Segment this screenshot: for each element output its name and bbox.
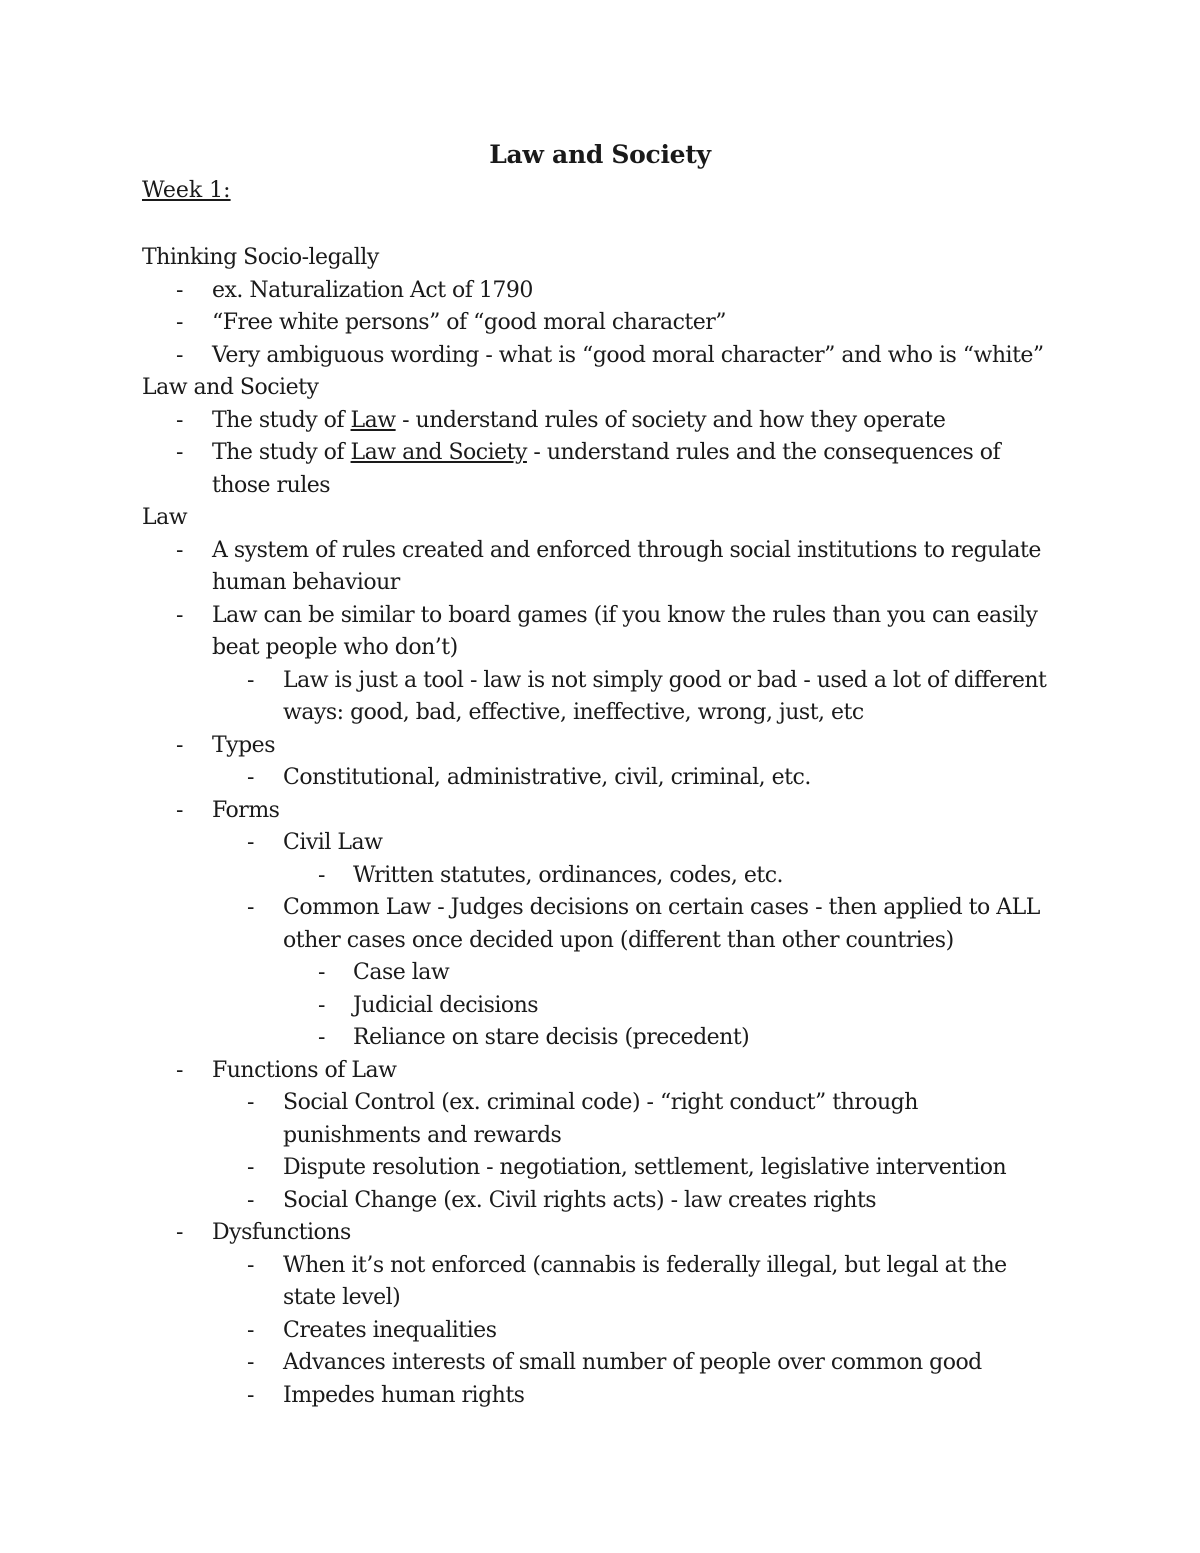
line-text <box>212 405 945 438</box>
line-text: human behaviour <box>212 570 400 595</box>
line-text: beat people who don’t) <box>212 635 458 660</box>
line-text: Written statutes, ordinances, codes, etc. <box>353 862 784 888</box>
line-text: ex. Naturalization Act of 1790 <box>212 277 533 303</box>
line-text-prefix: The study of <box>212 407 351 433</box>
line-text-suffix: - understand rules and the consequences of <box>526 440 1001 465</box>
line-text: Creates inequalities <box>283 1317 497 1343</box>
bullet-dash: - <box>318 1025 325 1050</box>
section-heading <box>0 502 1200 535</box>
line-text: Very ambiguous wording - what is “good moral character” and who is “white” <box>212 342 1044 368</box>
bullet-dash: - <box>247 830 254 855</box>
line-text: A system of rules created and enforced through social institutions to regulate <box>212 537 1041 563</box>
bullet-line <box>0 925 1200 958</box>
line-text: Constitutional, administrative, civil, criminal, etc. <box>283 765 811 790</box>
line-text: Thinking Socio-legally <box>142 245 379 270</box>
line-text: Social Control (ex. criminal code) - “right conduct” through <box>283 1090 918 1115</box>
bullet-dash: - <box>176 310 183 335</box>
bullet-dash: - <box>176 537 183 563</box>
notes-list <box>0 242 1200 1412</box>
document-title: Law and Society <box>489 140 711 169</box>
bullet-dash: - <box>247 895 254 920</box>
bullet-dash: - <box>176 440 183 465</box>
line-text: Dysfunctions <box>212 1220 351 1245</box>
line-text: Civil Law <box>283 830 383 855</box>
bullet-line <box>0 795 1200 828</box>
line-text: Common Law - Judges decisions on certain cases - then applied to ALL <box>283 895 1040 920</box>
bullet-line <box>0 1185 1200 1218</box>
section-heading <box>0 372 1200 405</box>
bullet-dash: - <box>318 960 325 985</box>
bullet-line <box>0 990 1200 1023</box>
bullet-line <box>0 470 1200 503</box>
bullet-dash: - <box>247 1317 254 1343</box>
line-text: Law <box>142 505 188 530</box>
bullet-dash: - <box>318 992 325 1018</box>
bullet-dash: - <box>176 342 183 368</box>
bullet-dash: - <box>247 1350 254 1375</box>
bullet-line <box>0 697 1200 730</box>
bullet-line <box>0 1152 1200 1185</box>
line-text-prefix: The study of <box>212 440 351 465</box>
line-text: punishments and rewards <box>283 1122 562 1148</box>
bullet-line <box>0 340 1200 373</box>
bullet-dash: - <box>176 1057 183 1083</box>
bullet-line <box>0 600 1200 633</box>
bullet-line <box>0 827 1200 860</box>
bullet-line <box>0 1250 1200 1283</box>
bullet-line <box>0 730 1200 763</box>
bullet-dash: - <box>176 407 183 433</box>
bullet-line <box>0 892 1200 925</box>
line-text: Impedes human rights <box>283 1382 525 1408</box>
line-text: state level) <box>283 1285 401 1310</box>
bullet-line <box>0 860 1200 893</box>
bullet-line <box>0 1282 1200 1315</box>
line-text: Dispute resolution - negotiation, settlement, legislative intervention <box>283 1155 1007 1180</box>
line-text-suffix: - understand rules of society and how they operate <box>395 407 946 433</box>
bullet-line <box>0 535 1200 568</box>
bullet-dash: - <box>247 1090 254 1115</box>
bullet-line <box>0 1380 1200 1413</box>
line-text: Social Change (ex. Civil rights acts) - law creates rights <box>283 1187 877 1213</box>
bullet-line <box>0 1120 1200 1153</box>
bullet-line <box>0 1087 1200 1120</box>
bullet-line <box>0 307 1200 340</box>
bullet-dash: - <box>247 1382 254 1408</box>
bullet-dash: - <box>247 1252 254 1278</box>
line-text: Law and Society <box>142 375 319 400</box>
bullet-line <box>0 1315 1200 1348</box>
bullet-dash: - <box>318 862 325 888</box>
line-text <box>212 437 1000 470</box>
bullet-line <box>0 437 1200 470</box>
line-text: Law can be similar to board games (if you know the rules than you can easily <box>212 602 1038 628</box>
underlined-term: Law and Society <box>350 440 527 465</box>
line-text: Functions of Law <box>212 1057 397 1083</box>
bullet-dash: - <box>176 1220 183 1245</box>
line-text: other cases once decided upon (different than other countries) <box>283 927 954 953</box>
bullet-line <box>0 1217 1200 1250</box>
bullet-line <box>0 632 1200 665</box>
line-text: Advances interests of small number of people over common good <box>283 1350 982 1375</box>
line-text: Reliance on stare decisis (precedent) <box>353 1025 750 1050</box>
week-heading: Week 1: <box>142 178 231 203</box>
bullet-line <box>0 762 1200 795</box>
line-text: ways: good, bad, effective, ineffective, wrong, just, etc <box>283 700 864 725</box>
line-text: Forms <box>212 797 280 823</box>
bullet-line <box>0 1347 1200 1380</box>
bullet-line <box>0 957 1200 990</box>
bullet-line <box>0 275 1200 308</box>
line-text: Judicial decisions <box>353 992 539 1018</box>
bullet-dash: - <box>247 667 254 693</box>
bullet-dash: - <box>247 765 254 790</box>
bullet-dash: - <box>176 277 183 303</box>
underlined-term: Law <box>350 407 396 433</box>
bullet-dash: - <box>247 1187 254 1213</box>
line-text: “Free white persons” of “good moral character” <box>212 310 727 335</box>
line-text: Law is just a tool - law is not simply good or bad - used a lot of different <box>283 667 1047 693</box>
line-text: Types <box>212 732 275 758</box>
bullet-dash: - <box>176 602 183 628</box>
bullet-line <box>0 1022 1200 1055</box>
bullet-line <box>0 567 1200 600</box>
bullet-line <box>0 405 1200 438</box>
bullet-line <box>0 1055 1200 1088</box>
line-text: those rules <box>212 472 331 498</box>
section-heading <box>0 242 1200 275</box>
bullet-line <box>0 665 1200 698</box>
bullet-dash: - <box>247 1155 254 1180</box>
line-text: Case law <box>353 960 450 985</box>
bullet-dash: - <box>176 797 183 823</box>
bullet-dash: - <box>176 732 183 758</box>
line-text: When it’s not enforced (cannabis is federally illegal, but legal at the <box>283 1252 1007 1278</box>
